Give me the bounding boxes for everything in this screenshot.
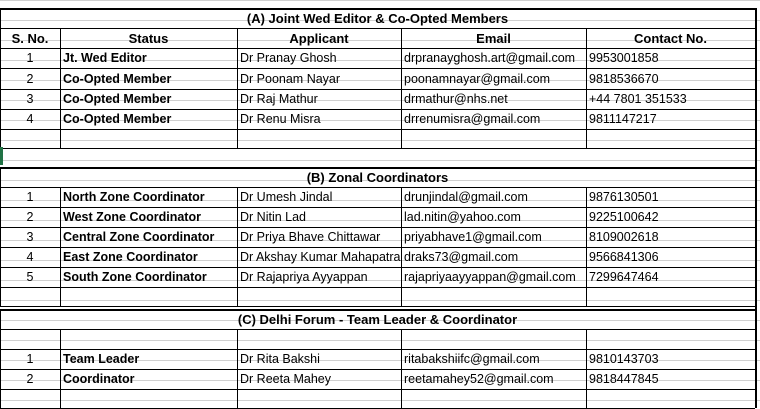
section-title[interactable] bbox=[0, 8, 755, 28]
table-cell-contact[interactable] bbox=[586, 89, 755, 109]
table-cell-email-text: drpranayghosh.art@gmail.com bbox=[404, 50, 576, 65]
grid-line bbox=[0, 400, 760, 401]
table-cell-sno-text: 1 bbox=[26, 351, 34, 366]
table-cell-email[interactable] bbox=[401, 349, 586, 369]
table-cell-sno[interactable] bbox=[0, 109, 60, 129]
section-title-text: (C) Delhi Forum - Team Leader & Coordinator bbox=[237, 311, 518, 327]
table-cell-email-text: drmathur@nhs.net bbox=[404, 91, 508, 106]
table-cell-contact[interactable] bbox=[586, 109, 755, 129]
table-cell-status[interactable] bbox=[60, 109, 237, 129]
table-cell-applicant-text: Dr Priya Bhave Chittawar bbox=[240, 229, 381, 244]
table-cell-email[interactable] bbox=[401, 48, 586, 68]
table-cell-contact-text: 9876130501 bbox=[589, 189, 659, 204]
column-header-email[interactable] bbox=[401, 29, 586, 48]
grid-line bbox=[60, 329, 61, 408]
table-cell-applicant-text: Dr Akshay Kumar Mahapatra bbox=[240, 249, 401, 264]
grid-line bbox=[0, 28, 1, 148]
table-cell-sno-text: 4 bbox=[26, 111, 34, 126]
table-cell-status[interactable] bbox=[60, 267, 237, 287]
table-cell-contact-text: 9953001858 bbox=[589, 50, 659, 65]
table-cell-applicant[interactable] bbox=[237, 227, 401, 247]
grid-line bbox=[0, 309, 1, 329]
grid-line bbox=[60, 28, 61, 148]
table-cell-sno-text: 1 bbox=[26, 189, 34, 204]
table-cell-applicant[interactable] bbox=[237, 89, 401, 109]
grid-line bbox=[0, 140, 760, 141]
table-cell-sno[interactable] bbox=[0, 89, 60, 109]
table-cell-email-text: poonamnayar@gmail.com bbox=[404, 71, 551, 86]
table-cell-contact[interactable] bbox=[586, 247, 755, 267]
grid-line bbox=[0, 329, 755, 330]
table-cell-status[interactable] bbox=[60, 48, 237, 68]
table-cell-applicant[interactable] bbox=[237, 48, 401, 68]
table-cell-contact[interactable] bbox=[586, 207, 755, 227]
table-cell-contact[interactable] bbox=[586, 187, 755, 207]
table-cell-email[interactable] bbox=[401, 207, 586, 227]
column-header-applicant[interactable] bbox=[237, 29, 401, 48]
column-header-contact-text: Contact No. bbox=[634, 31, 707, 46]
table-cell-contact-text: 8109002618 bbox=[589, 229, 659, 244]
table-cell-applicant-text: Dr Rita Bakshi bbox=[240, 351, 320, 366]
table-cell-contact-text: 9810143703 bbox=[589, 351, 659, 366]
table-cell-contact[interactable] bbox=[586, 267, 755, 287]
table-cell-status-text: Team Leader bbox=[63, 351, 140, 366]
table-cell-applicant-text: Dr Pranay Ghosh bbox=[240, 50, 337, 65]
table-cell-status-text: Central Zone Coordinator bbox=[63, 229, 215, 244]
table-cell-status-text: Jt. Wed Editor bbox=[63, 50, 147, 65]
table-cell-sno-text: 2 bbox=[26, 371, 34, 386]
table-cell-contact-text: 9818447845 bbox=[589, 371, 659, 386]
table-cell-applicant[interactable] bbox=[237, 69, 401, 89]
table-cell-sno[interactable] bbox=[0, 247, 60, 267]
grid-line bbox=[0, 300, 760, 301]
table-cell-email[interactable] bbox=[401, 247, 586, 267]
table-cell-status-text: Co-Opted Member bbox=[63, 91, 172, 106]
grid-line bbox=[60, 187, 61, 306]
table-cell-contact[interactable] bbox=[586, 349, 755, 369]
table-cell-applicant-text: Dr Renu Misra bbox=[240, 111, 321, 126]
table-cell-applicant[interactable] bbox=[237, 207, 401, 227]
table-cell-applicant-text: Dr Umesh Jindal bbox=[240, 189, 333, 204]
grid-line bbox=[0, 309, 755, 311]
table-cell-status[interactable] bbox=[60, 227, 237, 247]
column-header-status[interactable] bbox=[60, 29, 237, 48]
table-cell-status-text: Co-Opted Member bbox=[63, 71, 172, 86]
table-cell-email-text: draks73@gmail.com bbox=[404, 249, 519, 264]
table-cell-sno[interactable] bbox=[0, 227, 60, 247]
table-cell-sno-text: 1 bbox=[26, 50, 34, 65]
table-cell-email[interactable] bbox=[401, 109, 586, 129]
table-cell-email[interactable] bbox=[401, 267, 586, 287]
table-cell-status[interactable] bbox=[60, 349, 237, 369]
cell-selection-indicator bbox=[0, 147, 3, 165]
table-cell-applicant[interactable] bbox=[237, 187, 401, 207]
table-cell-email-text: priyabhave1@gmail.com bbox=[404, 229, 542, 244]
table-cell-status-text: North Zone Coordinator bbox=[63, 189, 205, 204]
table-cell-email[interactable] bbox=[401, 369, 586, 389]
table-cell-status[interactable] bbox=[60, 89, 237, 109]
table-cell-contact[interactable] bbox=[586, 69, 755, 89]
grid-line bbox=[0, 8, 1, 28]
grid-line bbox=[237, 187, 238, 306]
grid-line bbox=[0, 340, 760, 341]
table-cell-status-text: East Zone Coordinator bbox=[63, 249, 198, 264]
grid-line bbox=[586, 329, 587, 408]
table-cell-status[interactable] bbox=[60, 69, 237, 89]
table-cell-sno[interactable] bbox=[0, 48, 60, 68]
table-cell-status-text: South Zone Coordinator bbox=[63, 269, 207, 284]
table-cell-applicant-text: Dr Nitin Lad bbox=[240, 209, 306, 224]
section-title-text: (B) Zonal Coordinators bbox=[306, 169, 449, 185]
table-cell-contact[interactable] bbox=[586, 48, 755, 68]
table-cell-email-text: lad.nitin@yahoo.com bbox=[404, 209, 521, 224]
grid-line bbox=[0, 148, 755, 149]
column-header-applicant-text: Applicant bbox=[289, 31, 349, 46]
grid-line bbox=[0, 187, 1, 306]
grid-line bbox=[0, 8, 755, 10]
table-cell-sno-text: 5 bbox=[26, 269, 34, 284]
grid-line bbox=[0, 329, 1, 408]
grid-line bbox=[401, 28, 402, 148]
table-cell-contact[interactable] bbox=[586, 227, 755, 247]
table-cell-applicant[interactable] bbox=[237, 349, 401, 369]
column-header-email-text: Email bbox=[476, 31, 511, 46]
table-cell-sno[interactable] bbox=[0, 369, 60, 389]
grid-line bbox=[0, 160, 760, 161]
grid-line bbox=[755, 8, 757, 408]
table-cell-applicant-text: Dr Reeta Mahey bbox=[240, 371, 332, 386]
table-cell-email-text: ritabakshiifc@gmail.com bbox=[404, 351, 540, 366]
table-cell-contact-text: 9818536670 bbox=[589, 71, 659, 86]
table-cell-email-text: drunjindal@gmail.com bbox=[404, 189, 528, 204]
section-title[interactable] bbox=[0, 167, 755, 187]
table-cell-sno-text: 4 bbox=[26, 249, 34, 264]
grid-line bbox=[0, 129, 755, 130]
table-cell-email[interactable] bbox=[401, 187, 586, 207]
table-cell-status-text: Co-Opted Member bbox=[63, 111, 172, 126]
table-cell-status[interactable] bbox=[60, 207, 237, 227]
table-cell-sno-text: 3 bbox=[26, 91, 34, 106]
grid-line bbox=[586, 187, 587, 306]
grid-line bbox=[586, 28, 587, 148]
table-cell-sno[interactable] bbox=[0, 69, 60, 89]
grid-line bbox=[237, 329, 238, 408]
table-cell-sno[interactable] bbox=[0, 349, 60, 369]
table-cell-applicant[interactable] bbox=[237, 369, 401, 389]
table-cell-contact-text: 7299647464 bbox=[589, 269, 659, 284]
grid-line bbox=[0, 306, 755, 307]
table-cell-status-text: Coordinator bbox=[63, 371, 135, 386]
table-cell-status[interactable] bbox=[60, 369, 237, 389]
table-cell-status-text: West Zone Coordinator bbox=[63, 209, 201, 224]
table-cell-email[interactable] bbox=[401, 89, 586, 109]
table-cell-email-text: reetamahey52@gmail.com bbox=[404, 371, 554, 386]
table-cell-email[interactable] bbox=[401, 227, 586, 247]
column-header-sno[interactable] bbox=[0, 29, 60, 48]
table-cell-applicant-text: Dr Rajapriya Ayyappan bbox=[240, 269, 368, 284]
column-header-contact[interactable] bbox=[586, 29, 755, 48]
table-cell-applicant-text: Dr Raj Mathur bbox=[240, 91, 318, 106]
grid-line bbox=[0, 0, 760, 1]
grid-line bbox=[401, 187, 402, 306]
table-cell-applicant[interactable] bbox=[237, 267, 401, 287]
table-cell-sno[interactable] bbox=[0, 207, 60, 227]
section-title[interactable] bbox=[0, 309, 755, 329]
grid-line bbox=[237, 28, 238, 148]
table-cell-sno[interactable] bbox=[0, 267, 60, 287]
section-title-text: (A) Joint Wed Editor & Co-Opted Members bbox=[246, 10, 509, 26]
table-cell-contact-text: +44 7801 351533 bbox=[589, 91, 687, 106]
grid-line bbox=[0, 287, 755, 288]
grid-line bbox=[401, 329, 402, 408]
table-cell-contact-text: 9225100642 bbox=[589, 209, 659, 224]
table-cell-sno-text: 2 bbox=[26, 71, 34, 86]
table-cell-contact-text: 9566841306 bbox=[589, 249, 659, 264]
column-header-sno-text: S. No. bbox=[11, 31, 49, 46]
table-cell-contact[interactable] bbox=[586, 369, 755, 389]
table-cell-status[interactable] bbox=[60, 187, 237, 207]
table-cell-email-text: drrenumisra@gmail.com bbox=[404, 111, 541, 126]
table-cell-email[interactable] bbox=[401, 69, 586, 89]
table-cell-applicant-text: Dr Poonam Nayar bbox=[240, 71, 341, 86]
table-cell-sno[interactable] bbox=[0, 187, 60, 207]
table-cell-sno-text: 2 bbox=[26, 209, 34, 224]
table-cell-contact-text: 9811147217 bbox=[589, 111, 657, 126]
table-cell-email-text: rajapriyaayyappan@gmail.com bbox=[404, 269, 576, 284]
table-cell-applicant[interactable] bbox=[237, 247, 401, 267]
grid-line bbox=[0, 389, 755, 390]
grid-line bbox=[0, 167, 1, 187]
column-header-status-text: Status bbox=[128, 31, 169, 46]
table-cell-applicant[interactable] bbox=[237, 109, 401, 129]
table-cell-sno-text: 3 bbox=[26, 229, 34, 244]
grid-line bbox=[0, 167, 755, 169]
table-cell-status[interactable] bbox=[60, 247, 237, 267]
